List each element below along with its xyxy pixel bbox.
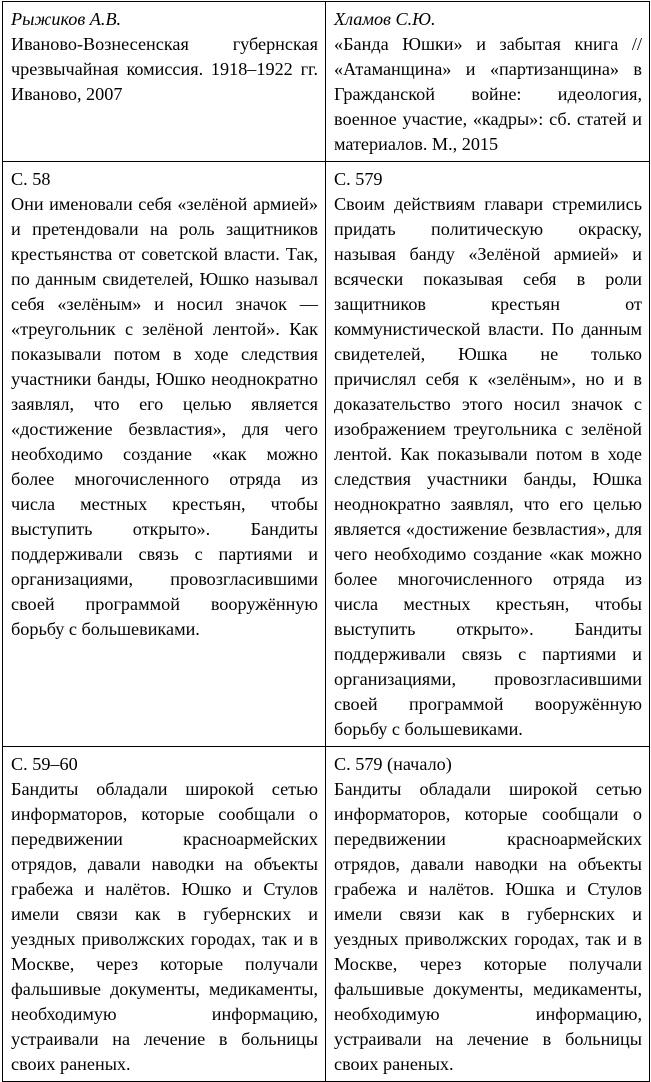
comparison-table <box>2 1 650 1082</box>
author-name-left: Рыжиков А.В. <box>11 9 122 29</box>
author-name-right: Хламов С.Ю. <box>334 9 436 29</box>
passage-cell-left <box>3 162 326 747</box>
page-reference-right: С. 579 (начало) <box>334 754 452 774</box>
passage-text-right: Бандиты обладали широкой сетью информаторов, которые сообщали о передвижении красноармейских отрядов, давали наводки на объекты грабежа и налётов. Юшка и Стулов имели связи как в губернских и уездных приволжских городах, так и в Москве, через которые получали фальшивые документы, медикаменты, необходимую информацию, устраивали на лечение в больницы своих раненых. <box>334 779 642 1074</box>
table-row <box>3 162 650 747</box>
passage-cell-right <box>326 162 650 747</box>
page-reference-left: С. 59–60 <box>11 754 78 774</box>
table-header-row <box>3 2 650 162</box>
passage-text-left: Бандиты обладали широкой сетью информаторов, которые сообщали о передвижении красноармейских отрядов, давали наводки на объекты грабежа и налётов. Юшко и Стулов имели связи как в губернских и уездных приволжских городах, так и в Москве, через которые получали фальшивые документы, медикаменты, необходимую информацию, устраивали на лечение в больницы своих раненых. <box>11 779 318 1074</box>
header-cell-left <box>3 2 326 162</box>
header-cell-right <box>326 2 650 162</box>
passage-text-left: Они именовали себя «зелёной армией» и претендовали на роль защитников крестьянства от советской власти. Так, по данным свидетелей, Юшко называл себя «зелёным» и носил значок — «треугольник с зелёной лентой». Как показывали потом в ходе следствия участники банды, Юшко неоднократно заявлял, что его целью является «достижение безвластия», для чего необходимо создание «как можно более многочисленного отряда из числа местных крестьян, чтобы выступить открыто». Бандиты поддерживали связь с партиями и организациями, провозгласившими своей программой вооружённую борьбу с большевиками. <box>11 194 318 639</box>
source-citation-right: «Банда Юшки» и забытая книга // «Атаманщина» и «партизанщина» в Гражданской войне: идеология, военное участие, «кадры»: сб. статей и материалов. М., 2015 <box>334 34 642 154</box>
page-reference-left: С. 58 <box>11 169 51 189</box>
passage-cell-right <box>326 747 650 1082</box>
passage-cell-left <box>3 747 326 1082</box>
table-row <box>3 747 650 1082</box>
source-citation-left: Иваново-Вознесенская губернская чрезвычайная комиссия. 1918–1922 гг. Иваново, 2007 <box>11 34 318 104</box>
passage-text-right: Своим действиям главари стремились придать политическую окраску, называя банду «Зелёной армией» и всячески показывая себя в роли защитников крестьян от коммунистической власти. По данным свидетелей, Юшка не только причислял себя к «зелёным», но и в доказательство этого носил значок с изображением треугольника с зелёной лентой. Как показывали потом в ходе следствия участники банды, Юшка неоднократно заявлял, что его целью является «достижение безвластия», для чего необходимо создание «как можно более многочисленного отряда из числа местных крестьян, чтобы выступить открыто». Бандиты поддерживали связь с партиями и организациями, провозгласившими своей программой вооружённую борьбу с большевиками. <box>334 194 642 739</box>
page-reference-right: С. 579 <box>334 169 383 189</box>
